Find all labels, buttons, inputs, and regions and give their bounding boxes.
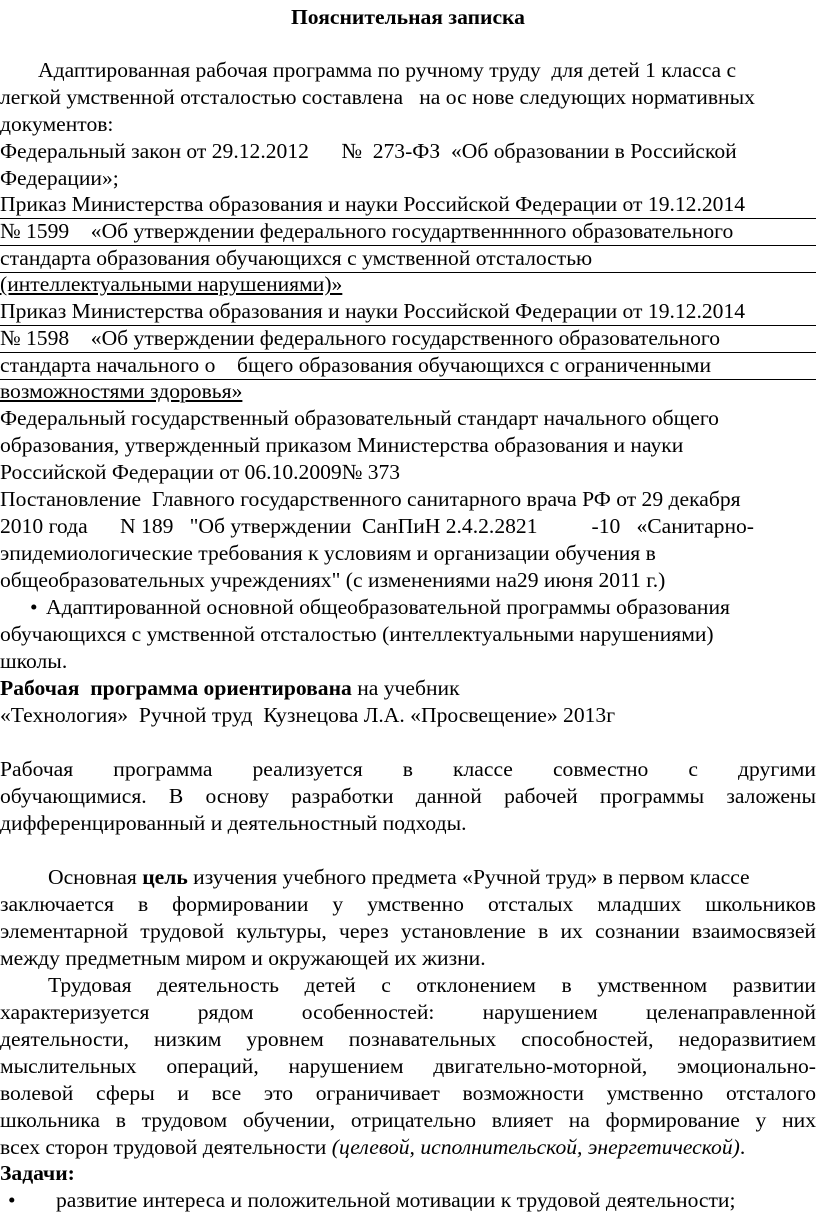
- order-1598-line: № 1598 «Об утверждении федерального государственного образовательного: [0, 325, 816, 353]
- order-1599-line: стандарта образования обучающихся с умственной отсталостью: [0, 245, 816, 273]
- task-item: развитие интереса и положительной мотивации к трудовой деятельности;: [56, 1188, 736, 1212]
- labor-line: характеризуется рядом особенностей: нарушением целенаправленной: [0, 1000, 816, 1024]
- order-1599-line: Приказ Министерства образования и науки Российской Федерации от 19.12.2014: [0, 191, 816, 219]
- order-1598-line: Приказ Министерства образования и науки Российской Федерации от 19.12.2014: [0, 298, 816, 326]
- textbook-line: «Технология» Ручной труд Кузнецова Л.А. «Просвещение» 2013г: [0, 703, 616, 727]
- order-1598-line: стандарта начального о бщего образования обучающихся с ограниченными: [0, 352, 816, 380]
- tasks-heading: Задачи:: [0, 1161, 75, 1185]
- bullet-icon: •: [8, 1188, 16, 1212]
- fgos-line: образования, утвержденный приказом Министерства образования и науки: [0, 433, 684, 457]
- order-1598-line: возможностями здоровья»: [0, 379, 243, 403]
- fgos-line: Российской Федерации от 06.10.2009№ 373: [0, 460, 401, 484]
- implementation-line: Рабочая программа реализуется в классе совместно с другими: [0, 757, 816, 781]
- order-1599-line: № 1599 «Об утверждении федерального государтвенннного образовательного: [0, 218, 816, 246]
- goal-line: между предметным миром и окружающей их жизни.: [0, 946, 486, 970]
- labor-line: волевой сферы и все это ограничивает возможности умственно отсталого: [0, 1081, 816, 1105]
- labor-line: всех сторон трудовой деятельности (целевой, исполнительской, энергетической).: [0, 1135, 746, 1159]
- page-title: Пояснительная записка: [291, 5, 525, 29]
- sanpin-line: Постановление Главного государственного санитарного врача РФ от 29 декабря: [0, 487, 741, 511]
- labor-line: деятельности, низким уровнем познавательных способностей, недоразвитием: [0, 1027, 816, 1051]
- sanpin-line: эпидемиологические требования к условиям и организации обучения в: [0, 541, 656, 565]
- order-1599-line: (интеллектуальными нарушениями)»: [0, 272, 343, 296]
- intro-line: легкой умственной отсталостью составлена на ос нове следующих нормативных: [0, 85, 755, 109]
- fgos-line: Федеральный государственный образовательный стандарт начального общего: [0, 406, 719, 430]
- labor-line: Трудовая деятельность детей с отклонением в умственном развитии: [48, 973, 816, 997]
- law-line: Федерации»;: [0, 166, 119, 190]
- goal-line: Основная цель изучения учебного предмета «Ручной труд» в первом классе: [48, 865, 750, 889]
- goal-line: заключается в формировании у умственно отсталых младших школьников: [0, 892, 816, 916]
- goal-line: элементарной трудовой культуры, через установление в их сознании взаимосвязей: [0, 919, 816, 943]
- aoop-line: школы.: [0, 649, 68, 673]
- intro-line: документов:: [0, 112, 114, 136]
- implementation-line: обучающимися. В основу разработки данной рабочей программы заложены: [0, 784, 816, 808]
- sanpin-line: общеобразовательных учреждениях" (с изменениями на29 июня 2011 г.): [0, 568, 666, 592]
- aoop-line: Адаптированной основной общеобразовательной программы образования: [46, 595, 730, 619]
- intro-line: Адаптированная рабочая программа по ручному труду для детей 1 класса с: [38, 58, 737, 82]
- labor-line: мыслительных операций, нарушением двигательно-моторной, эмоционально-: [0, 1054, 816, 1078]
- implementation-line: дифференцированный и деятельностный подходы.: [0, 811, 467, 835]
- labor-line: школьника в трудовом обучении, отрицательно влияет на формирование у них: [0, 1108, 816, 1132]
- bullet-icon: •: [30, 595, 38, 619]
- aoop-line: обучающихся с умственной отсталостью (интеллектуальными нарушениями): [0, 622, 714, 646]
- law-line: Федеральный закон от 29.12.2012 № 273-ФЗ «Об образовании в Российской: [0, 139, 737, 163]
- sanpin-line: 2010 года N 189 "Об утверждении СанПиН 2.4.2.2821 -10 «Санитарно-: [0, 514, 754, 538]
- textbook-line: Рабочая программа ориентирована на учебник: [0, 676, 460, 700]
